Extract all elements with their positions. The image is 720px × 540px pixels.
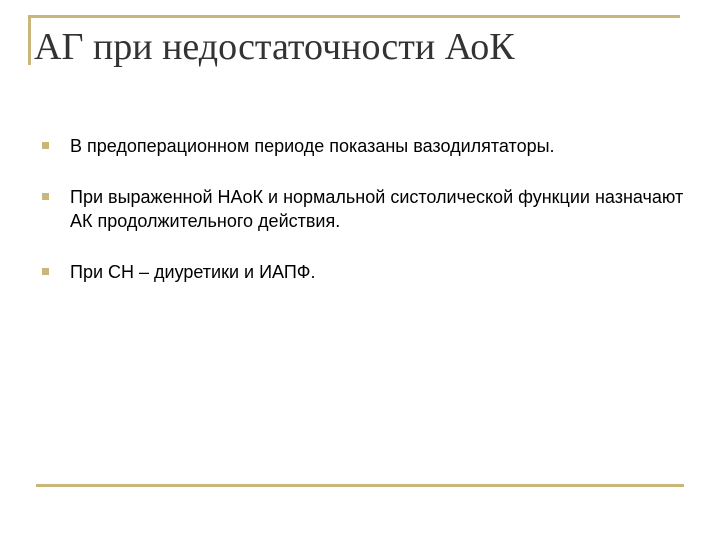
square-bullet-icon: [42, 142, 49, 149]
list-item: [40, 185, 690, 233]
square-bullet-icon: [42, 193, 49, 200]
slide-title: АГ при недостаточности АоК: [34, 26, 515, 68]
footer-divider: [36, 484, 684, 487]
list-item: [40, 134, 690, 158]
bullet-text: При выраженной НАоК и нормальной систолической функции назначают АК продолжительного действия.: [70, 187, 684, 231]
square-bullet-icon: [42, 268, 49, 275]
bullet-list: [40, 134, 690, 311]
list-item: [40, 260, 690, 284]
bullet-text: При СН – диуретики и ИАПФ.: [70, 262, 316, 282]
bullet-text: В предоперационном периоде показаны вазодилятаторы.: [70, 136, 555, 156]
